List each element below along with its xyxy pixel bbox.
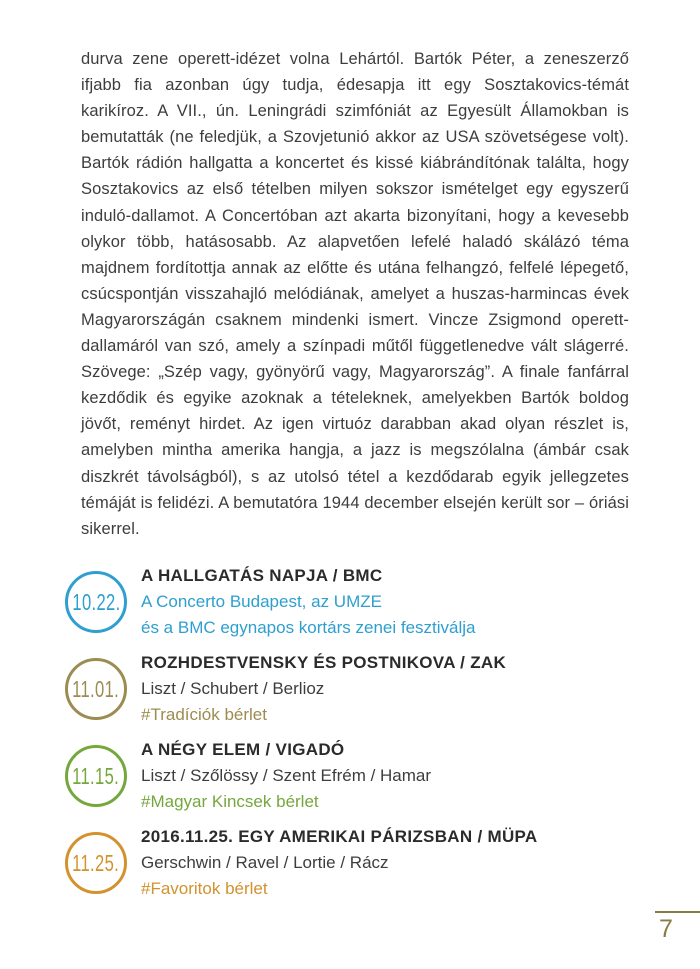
event-item (65, 650, 640, 728)
page-number: 7 (659, 915, 673, 943)
event-description-line: A Concerto Budapest, az UMZE (141, 592, 382, 611)
event-date: 10.22. (71, 588, 121, 615)
event-performers: Liszt / Szőlössy / Szent Efrém / Hamar (141, 766, 432, 785)
event-description-line: és a BMC egynapos kortárs zenei fesztiválja (141, 618, 476, 637)
event-date: 11.01. (72, 675, 120, 702)
event-subscription-tag: #Magyar Kincsek bérlet (141, 792, 319, 811)
event-date-badge (65, 571, 127, 633)
event-date-badge (65, 745, 127, 807)
event-title: 2016.11.25. EGY AMERIKAI PÁRIZSBAN / MÜPA (141, 827, 538, 846)
event-performers: Gerschwin / Ravel / Lortie / Rácz (141, 853, 389, 872)
event-date: 11.15. (72, 762, 120, 789)
event-item (65, 737, 640, 815)
event-item (65, 563, 640, 641)
event-title: A HALLGATÁS NAPJA / BMC (141, 566, 383, 585)
event-performers: Liszt / Schubert / Berlioz (141, 679, 325, 698)
event-subscription-tag: #Favoritok bérlet (141, 879, 268, 898)
event-date-badge (65, 832, 127, 894)
event-subscription-tag: #Tradíciók bérlet (141, 705, 267, 724)
event-date-badge (65, 658, 127, 720)
page-number-rule (655, 911, 700, 944)
event-title: A NÉGY ELEM / VIGADÓ (141, 740, 345, 759)
event-title: ROZHDESTVENSKY ÉS POSTNIKOVA / ZAK (141, 653, 507, 672)
event-date: 11.25. (72, 849, 120, 876)
event-item (65, 824, 640, 902)
events-list (65, 563, 640, 911)
article-paragraph: durva zene operett-idézet volna Lehártól. Bartók Péter, a zeneszerző ifjabb fia azonban úgy tudja, édesapja itt egy Sosztakovics-témát karikíroz. A VII., ún. Leningrádi szimfóniát az Egyesült Államokban is bemutatták (ne feledjük, a Szovjetunió akkor az USA szövetségese volt). Bartók rádión hallgatta a koncertet és kissé kiábrándítónak találta, hogy Sosztakovics az első tételben milyen sokszor ismételget egy egyszerű induló-dallamot. A Concertóban azt akarta bizonyítani, hogy a kevesebb olykor több, hatásosabb. Az alapvetően lefelé haladó skálázó téma majdnem fordítottja annak az előtte és utána felhangzó, felfelé lépegető, csúcspontján visszahajló melódiának, amelyet a huszas-harmincas évek Magyarországán csaknem mindenki ismert. Vincze Zsigmond operett-dallamáról van szó, amely a színpadi műtől függetlenedve vált slágerré. Szövege: „Szép vagy, gyönyörű vagy, Magyarország”. A finale fanfárral kezdődik és egyike azoknak a tételeknek, amelyekben Bartók boldog jövőt, reményt hirdet. Az igen virtuóz darabban akad olyan részlet is, amelyben mintha amerika hangja, a jazz is megszólalna (ámbár csak diszkrét távolságból), s az utolsó tétel a kezdődarab egyik jellegzetes témáját is felidézi. A bemutatóra 1944 december elsején került sor – óriási sikerrel. (81, 50, 629, 538)
